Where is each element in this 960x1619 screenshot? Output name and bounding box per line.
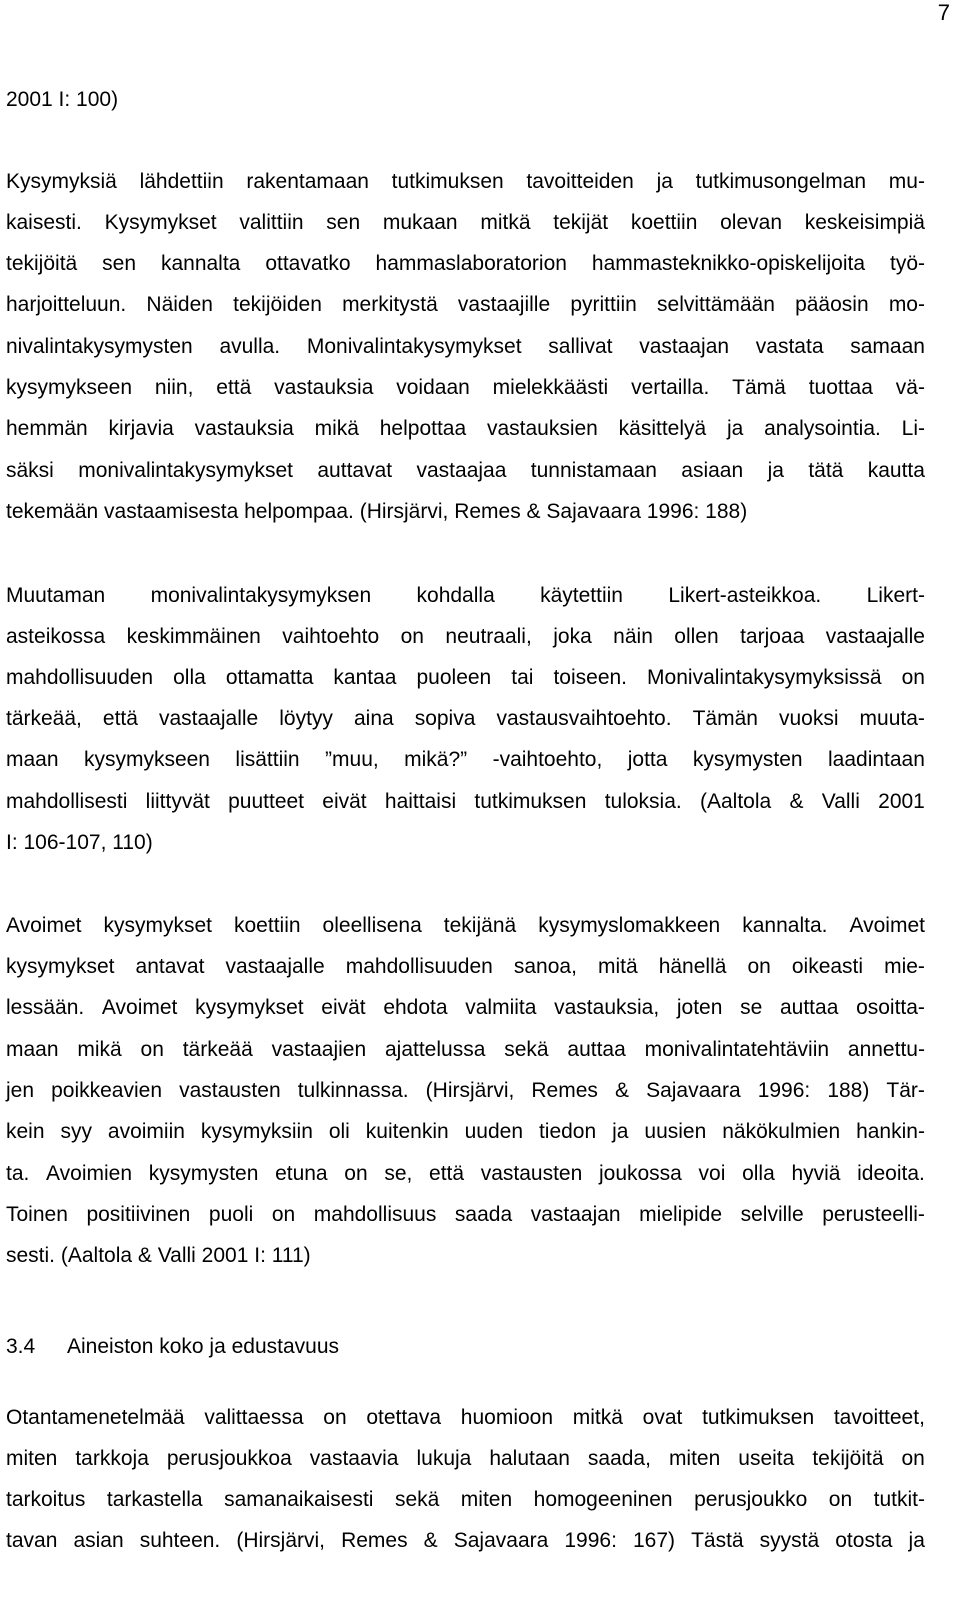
word: tuottaa <box>808 376 873 399</box>
word: Avoimet <box>6 914 82 937</box>
word: vastauksia <box>274 376 374 399</box>
word: monivalintakysymyksen <box>150 584 372 607</box>
word: miten <box>6 1447 58 1470</box>
word: mitkä <box>480 211 531 234</box>
word: monivalintatehtäviin <box>644 1038 830 1061</box>
section-heading <box>6 1332 339 1362</box>
word: näkökulmien <box>722 1120 841 1143</box>
word: Avoimet <box>101 996 178 1019</box>
word: selville <box>740 1203 804 1226</box>
word: ”muu, <box>325 748 379 771</box>
word: (Aaltola <box>700 790 772 813</box>
word: tutkimuksen <box>702 1406 815 1429</box>
word: huomioon <box>460 1406 554 1429</box>
word: neutraali, <box>445 625 532 648</box>
word: lisättiin <box>235 748 300 771</box>
word: suhteen. <box>139 1529 221 1552</box>
word: avoimiin <box>107 1120 185 1143</box>
word: löytyy <box>279 707 333 730</box>
word: vastaajalle <box>225 955 325 978</box>
word: pääosin <box>795 293 869 316</box>
word: tekijöitä <box>6 252 78 275</box>
word: halutaan <box>489 1447 570 1470</box>
word: niin, <box>154 376 194 399</box>
text-line <box>6 581 925 611</box>
word: perusjoukkoa <box>166 1447 292 1470</box>
text-line <box>6 456 925 486</box>
text-line <box>6 332 925 362</box>
word: valittiin <box>239 211 304 234</box>
word: on <box>828 1488 853 1511</box>
word: tätä <box>808 459 844 482</box>
word: selvittämään <box>657 293 775 316</box>
word: homogeeninen <box>533 1488 673 1511</box>
word: kantaa <box>333 666 397 689</box>
word: lähdettiin <box>139 170 224 193</box>
word: kohdalla <box>416 584 495 607</box>
word: useita <box>738 1447 795 1470</box>
word: voi <box>698 1162 726 1185</box>
word: mikä <box>314 417 359 440</box>
text-line <box>6 1444 925 1474</box>
word: ehdota <box>383 996 448 1019</box>
word: vastauksia <box>194 417 294 440</box>
word: tutkit- <box>873 1488 925 1511</box>
word: vastaajan <box>530 1203 621 1226</box>
word: vastausvaihtoehto. <box>496 707 672 730</box>
word: kysymykset <box>103 914 212 937</box>
text-line <box>6 1117 925 1147</box>
word: Remes <box>341 1529 408 1552</box>
word: valmiita <box>465 996 537 1019</box>
word: auttavat <box>317 459 393 482</box>
word: antavat <box>135 955 205 978</box>
word: tekijät <box>553 211 609 234</box>
word: keskimmäinen <box>126 625 261 648</box>
word: sopiva <box>414 707 476 730</box>
text-line <box>6 290 925 320</box>
word: olevan <box>720 211 783 234</box>
word: tekijöiden <box>233 293 322 316</box>
word: mahdollisesti <box>6 790 128 813</box>
word: Li- <box>901 417 925 440</box>
word: lessään. <box>6 996 85 1019</box>
text-line <box>6 622 925 652</box>
word: ideoita. <box>857 1162 925 1185</box>
word: koettiin <box>630 211 698 234</box>
word: on <box>323 1406 347 1429</box>
word: puutteet <box>228 790 305 813</box>
word: sanoa, <box>513 955 577 978</box>
word: vastauksien <box>486 417 598 440</box>
word: 1996: <box>564 1529 617 1552</box>
word: Likert- <box>866 584 925 607</box>
word: vastata <box>755 335 824 358</box>
word: mu- <box>888 170 925 193</box>
word: Likert-asteikkoa. <box>668 584 822 607</box>
word: rakentamaan <box>246 170 369 193</box>
word: että <box>102 707 138 730</box>
word: tarkastella <box>106 1488 203 1511</box>
word: Remes <box>531 1079 598 1102</box>
word: & <box>614 1079 629 1102</box>
text-line <box>6 787 925 817</box>
word: perusjoukko <box>694 1488 808 1511</box>
word: auttaa <box>567 1038 626 1061</box>
word: muuta- <box>859 707 925 730</box>
word: 2001 <box>878 790 925 813</box>
word: toiseen. <box>553 666 628 689</box>
text-line <box>6 1035 925 1065</box>
word: ajattelussa <box>384 1038 486 1061</box>
word: mahdollisuus <box>313 1203 437 1226</box>
word: tärkeää <box>182 1038 253 1061</box>
word: sen <box>102 252 137 275</box>
word: (Hirsjärvi, <box>236 1529 325 1552</box>
word: 1996: <box>757 1079 811 1102</box>
word: tekijöitä <box>812 1447 884 1470</box>
word: mukaan <box>382 211 458 234</box>
word: työ- <box>889 252 925 275</box>
word: harjoitteluun. <box>6 293 127 316</box>
word: tai <box>511 666 534 689</box>
word: samanaikaisesti <box>224 1488 374 1511</box>
word: syystä <box>759 1529 820 1552</box>
word: jotta <box>627 748 668 771</box>
word: kysymysten <box>692 748 803 771</box>
word: ja <box>726 417 744 440</box>
word: liittyvät <box>145 790 210 813</box>
word: uuden <box>464 1120 524 1143</box>
word: merkitystä <box>342 293 438 316</box>
word: hemmän <box>6 417 88 440</box>
word: sekä <box>504 1038 549 1061</box>
word: ja <box>767 459 784 482</box>
word: että <box>216 376 252 399</box>
word: ottamatta <box>225 666 314 689</box>
word: säksi <box>6 459 54 482</box>
word: tunnistamaan <box>530 459 657 482</box>
word: tuloksia. <box>604 790 682 813</box>
word: tutkimusongelman <box>695 170 867 193</box>
text-line <box>6 1200 925 1230</box>
word: uusien <box>644 1120 707 1143</box>
word: mitä <box>597 955 638 978</box>
word: Näiden <box>146 293 213 316</box>
word: hankin- <box>856 1120 925 1143</box>
word: tavoitteiden <box>526 170 634 193</box>
word: maan <box>6 1038 59 1061</box>
word: Valli <box>821 790 860 813</box>
word: otosta <box>835 1529 893 1552</box>
word: Monivalintakysymyksissä <box>647 666 882 689</box>
word: aina <box>353 707 394 730</box>
word: ollen <box>674 625 719 648</box>
word: ja <box>908 1529 925 1552</box>
word: se <box>740 996 763 1019</box>
word: vastausten <box>179 1079 281 1102</box>
word: puoli <box>208 1203 254 1226</box>
word: mielekkäästi <box>492 376 609 399</box>
word: asiaan <box>681 459 744 482</box>
word: 167) <box>632 1529 676 1552</box>
word: vastausten <box>480 1162 583 1185</box>
word: ta. <box>6 1162 30 1185</box>
text-line <box>6 952 925 982</box>
word: miten <box>460 1488 513 1511</box>
word: hammasteknikko-opiskelijoita <box>591 252 866 275</box>
word: vastaajille <box>457 293 551 316</box>
word: Sajavaara <box>646 1079 741 1102</box>
word: puoleen <box>416 666 492 689</box>
word: Kysymyksiä <box>6 170 117 193</box>
word: on <box>271 1203 296 1226</box>
word: valittaessa <box>204 1406 304 1429</box>
word: kysymyslomakkeen <box>538 914 721 937</box>
word: tulkinnassa. <box>297 1079 409 1102</box>
word: maan <box>6 748 59 771</box>
word: käsittelyä <box>618 417 707 440</box>
word: saada <box>454 1203 513 1226</box>
word: mahdollisuuden <box>345 955 493 978</box>
word: vastaajalle <box>158 707 259 730</box>
word: tärkeää, <box>6 707 82 730</box>
word: ja <box>612 1120 629 1143</box>
text-line <box>6 1159 925 1189</box>
word: vertailla. <box>631 376 710 399</box>
text-line: tekemään vastaamisesta helpompaa. (Hirsjärvi, Remes & Sajavaara 1996: 188) <box>6 500 748 523</box>
word: poikkeavien <box>51 1079 162 1102</box>
word: on <box>400 625 424 648</box>
word: mitkä <box>572 1406 623 1429</box>
word: analysointia. <box>764 417 881 440</box>
text-line <box>6 414 925 444</box>
word: Sajavaara <box>453 1529 549 1552</box>
word: kysymysten <box>148 1162 259 1185</box>
word: koettiin <box>234 914 301 937</box>
word: tutkimuksen <box>474 790 587 813</box>
word: käytettiin <box>540 584 623 607</box>
word: mielipide <box>639 1203 723 1226</box>
text-line <box>6 745 925 775</box>
word: olla <box>742 1162 775 1185</box>
word: sallivat <box>548 335 613 358</box>
word: sekä <box>394 1488 440 1511</box>
word: tavoitteet, <box>833 1406 925 1429</box>
word: auttaa <box>779 996 839 1019</box>
word: mikä?” <box>404 748 468 771</box>
word: miten <box>668 1447 721 1470</box>
word: hyviä <box>791 1162 841 1185</box>
text-line: I: 106-107, 110) <box>6 831 153 854</box>
word: on <box>901 1447 925 1470</box>
word: ovat <box>642 1406 683 1429</box>
word: vastaajan <box>639 335 730 358</box>
word: (Hirsjärvi, <box>425 1079 515 1102</box>
word: Avoimet <box>849 914 925 937</box>
word: kannalta. <box>742 914 828 937</box>
text-line <box>6 993 925 1023</box>
word: monivalintakysymykset <box>78 459 293 482</box>
word: on <box>901 666 925 689</box>
text-line <box>6 167 925 197</box>
word: tiedon <box>538 1120 597 1143</box>
word: Tämän <box>692 707 758 730</box>
word: kysymykseen <box>83 748 210 771</box>
word: vastauksia, <box>554 996 660 1019</box>
word: kysymykset <box>195 996 304 1019</box>
word: annettu- <box>847 1038 925 1061</box>
text-line <box>6 1485 925 1515</box>
word: saada, <box>587 1447 651 1470</box>
word: kannalta <box>160 252 241 275</box>
text-line: 2001 I: 100) <box>6 88 119 111</box>
word: Otantamenetelmää <box>6 1406 185 1429</box>
text-line <box>6 208 925 238</box>
word: kysymyksiin <box>200 1120 313 1143</box>
word: haittaisi <box>384 790 457 813</box>
word: positiivinen <box>86 1203 191 1226</box>
word: kirjavia <box>108 417 174 440</box>
word: näin <box>613 625 653 648</box>
word: vä- <box>895 376 925 399</box>
word: tutkimuksen <box>391 170 504 193</box>
word: ja <box>656 170 673 193</box>
word: vastaajalle <box>825 625 925 648</box>
word: olla <box>173 666 206 689</box>
word: on <box>344 1162 368 1185</box>
page-number: 7 <box>937 0 950 25</box>
word: hammaslaboratorion <box>375 252 567 275</box>
word: otettava <box>366 1406 442 1429</box>
word: että <box>429 1162 465 1185</box>
word: tavan <box>6 1529 58 1552</box>
word: keskeisimpiä <box>804 211 925 234</box>
word: ottavatko <box>265 252 351 275</box>
text-line <box>6 1403 925 1433</box>
word: eivät <box>321 996 366 1019</box>
word: Tämä <box>732 376 786 399</box>
word: hänellä <box>658 955 727 978</box>
word: & <box>423 1529 438 1552</box>
word: oikeasti <box>791 955 864 978</box>
word: vuoksi <box>778 707 839 730</box>
word: syy <box>60 1120 92 1143</box>
word: Avoimien <box>46 1162 133 1185</box>
word: osoitta- <box>856 996 925 1019</box>
text-line <box>6 373 925 403</box>
word: oli <box>328 1120 350 1143</box>
word: on <box>747 955 771 978</box>
word: samaan <box>850 335 925 358</box>
text-line <box>6 249 925 279</box>
word: Tästä <box>691 1529 744 1552</box>
word: laadintaan <box>827 748 925 771</box>
word: mahdollisuuden <box>6 666 154 689</box>
word: jen <box>6 1079 35 1102</box>
word: Muutaman <box>6 584 106 607</box>
word: 188) <box>827 1079 870 1102</box>
word: voidaan <box>396 376 470 399</box>
word: Toinen <box>6 1203 68 1226</box>
section-number: 3.4 <box>6 1335 36 1358</box>
word: helpottaa <box>379 417 467 440</box>
word: kautta <box>867 459 925 482</box>
text-line <box>6 704 925 734</box>
word: joukossa <box>598 1162 682 1185</box>
text-line <box>6 663 925 693</box>
word: vaihtoehto <box>282 625 380 648</box>
word: perusteelli- <box>822 1203 925 1226</box>
word: tarjoaa <box>740 625 805 648</box>
word: nivalintakysymysten <box>6 335 193 358</box>
word: vastaajaa <box>416 459 507 482</box>
word: avulla. <box>219 335 281 358</box>
word: oleellisena <box>322 914 422 937</box>
word: kaisesti. <box>6 211 82 234</box>
word: lukuja <box>416 1447 472 1470</box>
word: vastaavia <box>309 1447 399 1470</box>
word: joka <box>553 625 592 648</box>
word: asteikossa <box>6 625 106 648</box>
word: kysymykset <box>6 955 115 978</box>
word: Monivalintakysymykset <box>306 335 522 358</box>
word: eivät <box>322 790 367 813</box>
word: -vaihtoehto, <box>492 748 603 771</box>
word: kysymykseen <box>6 376 133 399</box>
word: & <box>789 790 804 813</box>
word: mie- <box>884 955 925 978</box>
word: vastaajien <box>271 1038 367 1061</box>
word: Tär- <box>886 1079 925 1102</box>
word: tarkkoja <box>75 1447 149 1470</box>
text-line <box>6 1076 925 1106</box>
word: pyrittiin <box>570 293 637 316</box>
word: mo- <box>888 293 925 316</box>
word: kuitenkin <box>365 1120 449 1143</box>
word: sen <box>326 211 361 234</box>
word: tarkoitus <box>6 1488 86 1511</box>
word: etuna <box>275 1162 328 1185</box>
word: joten <box>676 996 723 1019</box>
section-title: Aineiston koko ja edustavuus <box>67 1335 340 1358</box>
word: kein <box>6 1120 45 1143</box>
text-line: sesti. (Aaltola & Valli 2001 I: 111) <box>6 1244 311 1267</box>
word: tekijänä <box>443 914 517 937</box>
word: mikä <box>77 1038 122 1061</box>
word: se, <box>384 1162 413 1185</box>
word: asian <box>73 1529 124 1552</box>
text-line <box>6 1526 925 1556</box>
word: Kysymykset <box>104 211 217 234</box>
word: on <box>140 1038 164 1061</box>
text-line <box>6 911 925 941</box>
